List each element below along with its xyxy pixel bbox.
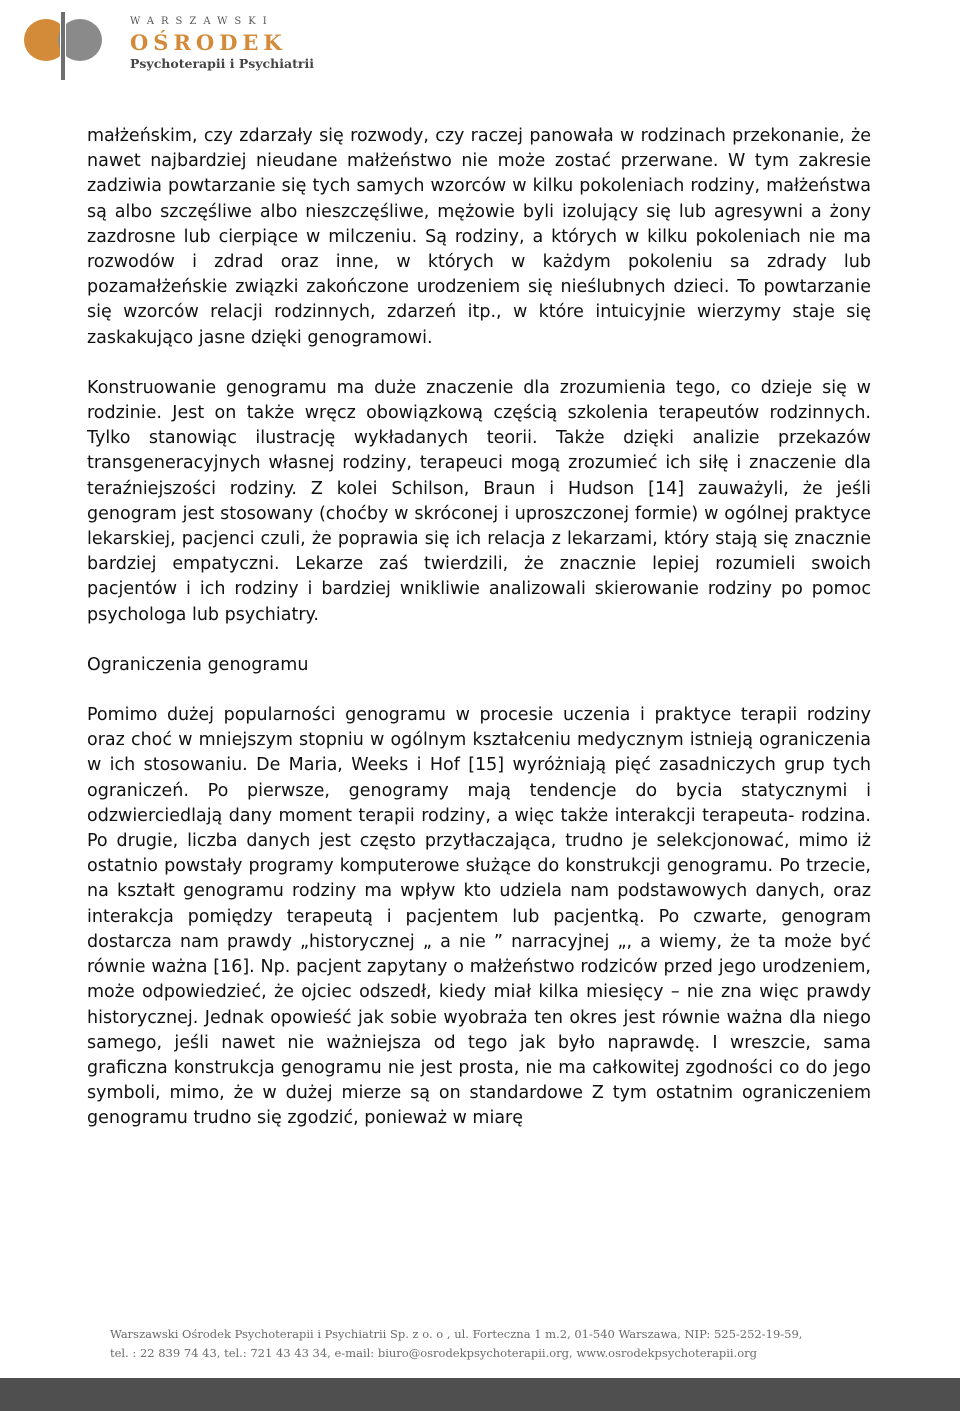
phi-logo-icon bbox=[22, 10, 102, 82]
logo-text bbox=[130, 8, 314, 72]
section-heading: Ograniczenia genogramu bbox=[87, 654, 309, 675]
logo-line-subtitle: Psychoterapii i Psychiatrii bbox=[130, 56, 314, 71]
company-logo bbox=[22, 8, 314, 86]
logo-line-warszawski: WARSZAWSKI bbox=[130, 16, 274, 27]
paragraph-3: Pomimo dużej popularności genogramu w procesie uczenia i praktyce terapii rodziny oraz choć w mniejszym stopniu w ogólnym kształceniu medycznym istnieją ograniczenia w ich stosowaniu. De Maria, Weeks i Hof [15] wyróżniają pięć zasadniczych grup tych ograniczeń. Po pierwsze, genogramy mają tendencje do bycia statycznymi i odzwierciedlają dany moment terapii rodziny, a więc także interakcji terapeuta- rodzina. Po drugie, liczba danych jest często przytłaczająca, trudno je selekcjonować, mimo iż ostatnio powstały programy komputerowe służące do konstrukcji genogramu. Po trzecie, na kształt genogramu rodziny ma wpływ kto udziela nam podstawowych danych, oraz interakcja pomiędzy terapeutą i pacjentem lub pacjentką. Po czwarte, genogram dostarcza nam prawdy „historycznej „ a nie ” narracyjnej „, a wiemy, że ta może być równie ważna [16]. Np. pacjent zapytany o małżeństwo rodziców przed jego urodzeniem, może odpowiedzieć, że ojciec odszedł, kiedy miał kilka miesięcy – nie zna więc prawdy historycznej. Jednak opowieść jak sobie wyobraża ten okres jest równie ważna dla niego samego, jeśli nawet nie ważniejsza od tego jak było naprawdę. I wreszcie, sama graficzna konstrukcja genogramu nie jest prosta, nie ma całkowitej zgodności co do jego symboli, mimo, że w dużej mierze są on standardowe Z tym ostatnim ograniczeniem genogramu trudno się zgodzić, ponieważ w miarę bbox=[87, 705, 871, 1129]
paragraph-2: Konstruowanie genogramu ma duże znaczenie dla zrozumienia tego, co dzieje się w rodzinie. Jest on także wręcz obowiązkową częścią szkolenia terapeutów rodzinnych. Tylko stanowiąc ilustrację wykładanych teorii. Także dzięki analizie przekazów transgeneracyjnych własnej rodziny, terapeuci mogą zrozumieć ich siłę i znaczenie dla teraźniejszości rodziny. Z kolei Schilson, Braun i Hudson [14] zauważyli, że jeśli genogram jest stosowany (choćby w skróconej i uproszczonej formie) w ogólnej praktyce lekarskiej, pacjenci czuli, że poprawia się ich relacja z lekarzami, który stają się znacznie bardziej empatyczni. Lekarze zaś twierdzili, że znacznie lepiej rozumieli swoich pacjentów i ich rodziny i bardziej wnikliwie analizowali skierowanie rodziny po pomoc psychologa lub psychiatry. bbox=[87, 377, 871, 625]
logo-line-osrodek: OŚRODEK bbox=[130, 30, 287, 55]
document-body bbox=[87, 124, 871, 1132]
bottom-bar bbox=[0, 1378, 960, 1411]
page-footer bbox=[110, 1325, 870, 1363]
paragraph-1: małżeńskim, czy zdarzały się rozwody, czy raczej panowała w rodzinach przekonanie, że nawet najbardziej nieudane małżeństwo nie może zostać przerwane. W tym zakresie zadziwia powtarzanie się tych samych wzorców w kilku pokoleniach rodziny, małżeństwa są albo szczęśliwe albo nieszczęśliwe, mężowie byli izolujący się lub agresywni a żony zazdrosne lub cierpiące w milczeniu. Są rodziny, a których w kilku pokoleniach nie ma rozwodów i zdrad oraz inne, w których w każdym pokoleniu sa zdrady lub pozamałżeńskie związki zakończone urodzeniem się nieślubnych dzieci. To powtarzanie się wzorców relacji rodzinnych, zdarzeń itp., w które intuicyjnie wierzymy staje się zaskakująco jasne dzięki genogramowi. bbox=[87, 126, 871, 348]
footer-address-line: Warszawski Ośrodek Psychoterapii i Psychiatrii Sp. z o. o , ul. Forteczna 1 m.2, 01-540 Warszawa, NIP: 525-252-19-59, bbox=[110, 1327, 803, 1341]
footer-contact-line: tel. : 22 839 74 43, tel.: 721 43 43 34, e-mail: biuro@osrodekpsychoterapii.org, www.osrodekpsychoterapii.org bbox=[110, 1346, 758, 1360]
